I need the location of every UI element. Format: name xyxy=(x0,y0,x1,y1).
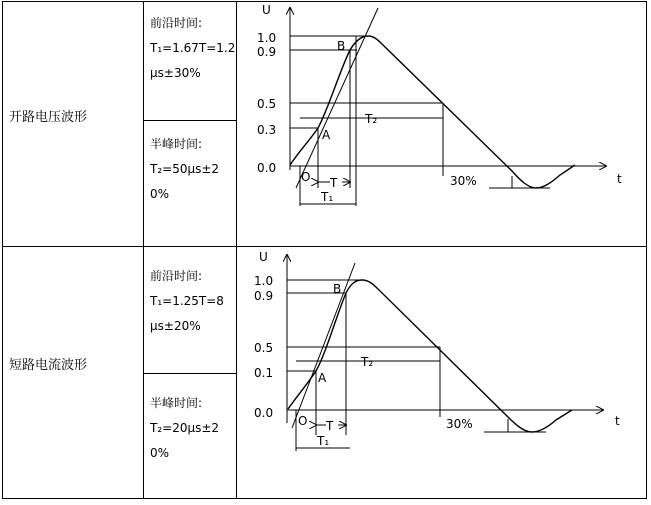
y-tick-0-1: 0.1 xyxy=(254,366,274,380)
origin-label: O xyxy=(301,170,311,184)
y-tick-0-9: 0.9 xyxy=(254,289,274,303)
y-tick-0-3: 0.3 xyxy=(257,123,277,137)
y-tick-0-0: 0.0 xyxy=(257,161,277,175)
voltage-waveform-diagram xyxy=(0,0,651,250)
voltage-waveform xyxy=(290,36,575,188)
half-time-value: T₂=50μs±20% xyxy=(150,162,220,201)
half-time-value: T₂=20μs±20% xyxy=(150,421,220,460)
y-tick-1-0: 1.0 xyxy=(254,274,274,288)
front-time-title: 前沿时间: xyxy=(150,269,203,283)
t2-label: T₂ xyxy=(361,355,374,369)
x-axis-label: t xyxy=(617,172,622,186)
row-label-open-voltage: 开路电压波形 xyxy=(9,110,88,125)
point-b-label: B xyxy=(337,39,346,53)
y-tick-0-9: 0.9 xyxy=(257,45,277,59)
undershoot-label: 30% xyxy=(450,174,477,188)
front-time-title: 前沿时间: xyxy=(150,16,203,30)
origin-label: O xyxy=(298,414,308,428)
y-axis-label: U xyxy=(259,250,268,264)
point-b-label: B xyxy=(333,282,342,296)
y-tick-0-0: 0.0 xyxy=(254,406,274,420)
x-axis-label: t xyxy=(615,414,620,428)
y-tick-0-5: 0.5 xyxy=(257,97,277,111)
t2-label: T₂ xyxy=(365,112,378,126)
point-a-label: A xyxy=(318,371,327,385)
t1-label: T₁ xyxy=(321,190,334,204)
row-label-short-current: 短路电流波形 xyxy=(9,358,88,373)
y-axis-label: U xyxy=(262,3,271,17)
front-time-value: T₁=1.67T=1.2μs±30% xyxy=(150,41,236,80)
current-waveform xyxy=(288,280,572,432)
half-time-title: 半峰时间: xyxy=(150,396,203,410)
point-a-label: A xyxy=(322,128,331,142)
tangent-line xyxy=(296,8,378,188)
t1-label: T₁ xyxy=(317,434,330,448)
y-tick-0-5: 0.5 xyxy=(254,341,274,355)
half-time-title: 半峰时间: xyxy=(150,137,203,151)
current-waveform-diagram xyxy=(0,245,651,505)
undershoot-label: 30% xyxy=(446,417,473,431)
y-tick-1-0: 1.0 xyxy=(257,31,277,45)
front-time-value: T₁=1.25T=8μs±20% xyxy=(150,294,224,333)
t-label: T xyxy=(326,419,334,433)
t-label: T xyxy=(330,176,338,190)
